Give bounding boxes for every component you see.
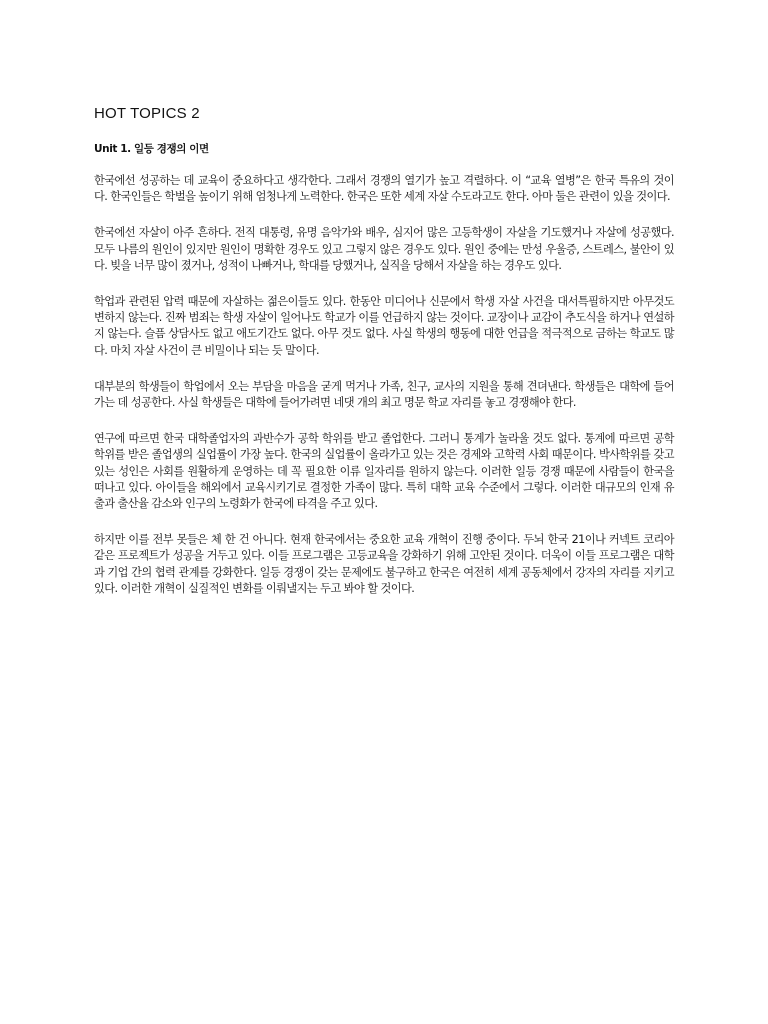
paragraph-3: 학업과 관련된 압력 때문에 자살하는 젊은이들도 있다. 한동안 미디어나 신문에서 학생 자살 사건을 대서특필하지만 아무것도 변하지 않는다. 진짜 범죄는 학생 자살이 일어나도 학교가 이를 언급하지 않는 것이다. 교장이나 교감이 추도식을 하거나 연설하지 않는다. 슬픔 상담사도 없고 애도기간도 없다. 아무 것도 없다. 사실 학생의 행동에 대한 언급을 적극적으로 금하는 학교도 많다. 마치 자살 사건이 큰 비밀이나 되는 듯 말이다. bbox=[94, 295, 674, 357]
document-title: HOT TOPICS 2 bbox=[94, 105, 200, 122]
paragraph-5: 연구에 따르면 한국 대학졸업자의 과반수가 공학 학위를 받고 졸업한다. 그러니 통계가 놀라울 것도 없다. 통계에 따르면 공학 학위를 받은 졸업생의 실업률이 가장 높다. 한국의 실업률이 올라가고 있는 것은 경제와 고학력 사회 때문이다. 박사학위를 갖고 있는 성인은 사회를 원활하게 운영하는 데 꼭 필요한 이류 일자리를 원하지 않는다. 이러한 일등 경쟁 때문에 사람들이 한국을 떠나고 있다. 아이들을 해외에서 교육시키기로 결정한 가족이 많다. 특히 대학 교육 수준에서 그렇다. 이러한 대규모의 인재 유출과 출산율 감소와 인구의 노령화가 한국에 타격을 주고 있다. bbox=[94, 432, 674, 511]
document-body bbox=[94, 173, 674, 617]
document-page bbox=[94, 0, 674, 1024]
paragraph-6: 하지만 이를 전부 못들은 체 한 건 아니다. 현재 한국에서는 중요한 교육 개혁이 진행 중이다. 두뇌 한국 21이나 커넥트 코리아 같은 프로젝트가 성공을 거두고 있다. 이들 프로그램은 고등교육을 강화하기 위해 고안된 것이다. 더욱이 이들 프로그램은 대학과 기업 간의 협력 관계를 강화한다. 일등 경쟁이 갖는 문제에도 불구하고 한국은 여전히 세계 공동체에서 강자의 자리를 지키고 있다. 이러한 개혁이 실질적인 변화를 이뤄낼지는 두고 봐야 할 것이다. bbox=[94, 533, 674, 595]
paragraph-4: 대부분의 학생들이 학업에서 오는 부담을 마음을 굳게 먹거나 가족, 친구, 교사의 지원을 통해 견뎌낸다. 학생들은 대학에 들어가는 데 성공한다. 사실 학생들은 대학에 들어가려면 네댓 개의 최고 명문 학교 자리를 놓고 경쟁해야 한다. bbox=[94, 379, 674, 410]
unit-title: Unit 1. 일등 경쟁의 이면 bbox=[94, 143, 209, 155]
paragraph-1: 한국에선 성공하는 데 교육이 중요하다고 생각한다. 그래서 경쟁의 열기가 높고 격렬하다. 이 “교육 열병”은 한국 특유의 것이다. 한국인들은 학벌을 높이기 위해 엄청나게 노력한다. 한국은 또한 세계 자살 수도라고도 한다. 아마 둘은 관련이 있을 것이다. bbox=[94, 174, 674, 204]
paragraph-2: 한국에선 자살이 아주 흔하다. 전직 대통령, 유명 음악가와 배우, 심지어 많은 고등학생이 자살을 기도했거나 자살에 성공했다. 모두 나름의 원인이 있지만 원인이 명확한 경우도 있고 그렇지 않은 경우도 있다. 원인 중에는 만성 우울증, 스트레스, 불안이 있다. 빚을 너무 많이 졌거나, 성적이 나빠거나, 학대를 당했거나, 실직을 당해서 자살을 하는 경우도 있다. bbox=[94, 226, 674, 272]
